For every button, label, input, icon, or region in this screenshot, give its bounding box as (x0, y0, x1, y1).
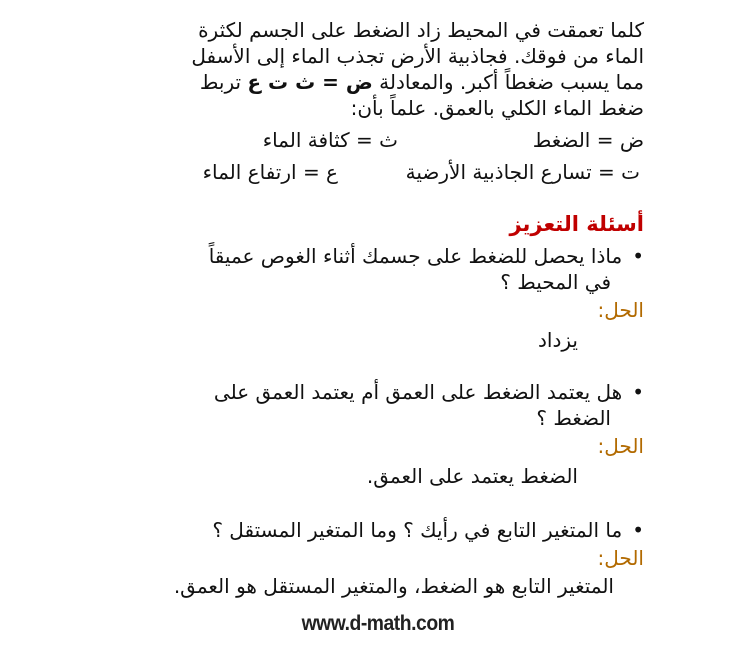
intro-line-1: كلما تعمقت في المحيط زاد الضغط على الجسم لكثرة (198, 18, 644, 42)
bullet-icon: • (632, 380, 644, 404)
solution-label-3: الحل: (597, 546, 644, 570)
bullet-icon: • (632, 518, 644, 542)
definition-density: ث = كثافة الماء (262, 128, 398, 152)
question-3-line-1 (212, 518, 644, 542)
question-3-text: ما المتغير التابع في رأيك ؟ وما المتغير المستقل ؟ (212, 518, 623, 542)
bullet-icon: • (632, 244, 644, 268)
answer-3: المتغير التابع هو الضغط، والمتغير المستقل هو العمق. (173, 574, 614, 598)
question-2-line-1 (214, 380, 644, 404)
pressure-equation: ض = ث ت ع (247, 70, 373, 94)
answer-2: الضغط يعتمد على العمق. (366, 464, 578, 488)
intro-line-3-start: مما يسبب ضغطاً أكبر. والمعادلة (379, 70, 644, 94)
question-1-line-1 (209, 244, 644, 268)
intro-line-2: الماء من فوقك. فجاذبية الأرض تجذب الماء إلى الأسفل (191, 44, 644, 68)
question-2-line-2: الضغط ؟ (536, 406, 611, 430)
answer-1: يزداد (538, 328, 578, 352)
website-footer: www.d-math.com (301, 612, 455, 635)
question-1-text: ماذا يحصل للضغط على جسمك أثناء الغوص عميقاً (208, 244, 623, 268)
definition-gravity: ت = تسارع الجاذبية الأرضية (405, 160, 640, 184)
question-2-text: هل يعتمد الضغط على العمق أم يعتمد العمق على (213, 380, 623, 404)
section-title: أسئلة التعزيز (509, 212, 644, 236)
intro-line-3 (200, 70, 644, 94)
definition-pressure: ض = الضغط (532, 128, 644, 152)
solution-label-2: الحل: (597, 434, 644, 458)
intro-line-4: ضغط الماء الكلي بالعمق. علماً بأن: (350, 96, 644, 120)
intro-line-3-end: تربط (199, 70, 242, 94)
question-1-line-2: في المحيط ؟ (500, 270, 611, 294)
solution-label-1: الحل: (597, 298, 644, 322)
definition-height: ع = ارتفاع الماء (202, 160, 338, 184)
